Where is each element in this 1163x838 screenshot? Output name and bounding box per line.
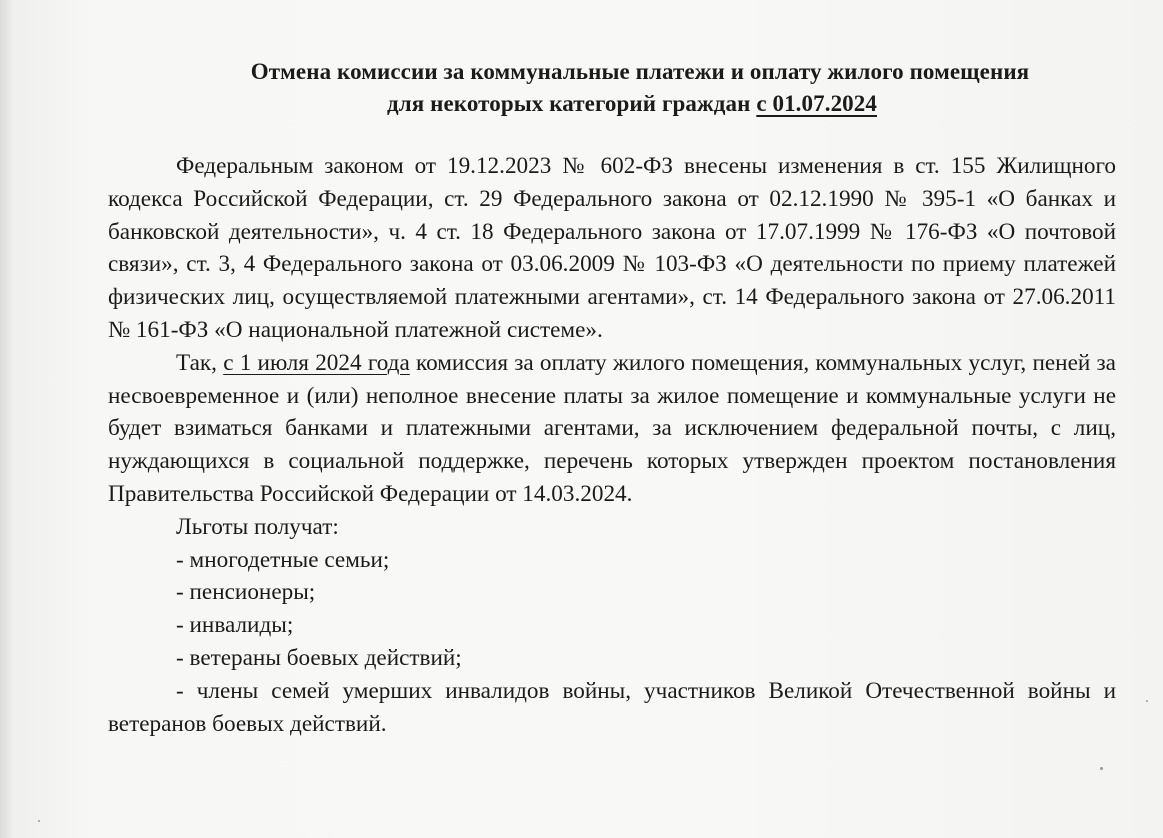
- benefits-heading: Льготы получат:: [176, 513, 339, 540]
- paragraph-legal-basis: Федеральным законом от 19.12.2023 № 602-ФЗ внесены изменения в ст. 155 Жилищного кодекса Российской Федерации, ст. 29 Федерального закона от 02.12.1990 № 395-1 «О банках и банковской деятельности», ч. 4 ст. 18 Федерального закона от 17.07.1999 № 176-ФЗ «О почтовой связи», ст. 3, 4 Федерального закона от 03.06.2009 № 103-ФЗ «О деятельности по приему платежей физических лиц, осуществляемой платежными агентами», ст. 14 Федерального закона от 27.06.2011 № 161-ФЗ «О национальной платежной системе».: [108, 153, 1116, 343]
- paper-speck: [1100, 767, 1103, 770]
- benefit-item: - инвалиды;: [176, 612, 294, 639]
- paper-speck: [1146, 700, 1148, 702]
- document-title-line-1: Отмена комиссии за коммунальные платежи и оплату жилого помещения: [250, 59, 1030, 84]
- page-edge-shadow: [0, 0, 14, 838]
- document-body: [108, 150, 1116, 740]
- paragraph-2-date: с 1 июля 2024 года: [223, 349, 410, 376]
- benefit-item: - ветераны боевых действий;: [176, 644, 462, 671]
- benefit-item: - пенсионеры;: [176, 579, 316, 606]
- paragraph-2-prefix: Так,: [176, 349, 224, 376]
- paragraph-commission-cancellation: [108, 347, 1116, 511]
- benefit-item: - члены семей умерших инвалидов войны, участников Великой Отечественной войны и ветеранов боевых действий.: [108, 677, 1116, 737]
- benefit-item: - многодетные семьи;: [176, 546, 390, 573]
- document-title-line-2: [92, 86, 1163, 122]
- paragraph-2-text: комиссия за оплату жилого помещения, коммунальных услуг, пеней за несвоевременное и (или) неполное внесение платы за жилое помещение и коммунальные услуги не будет взиматься банками и платежными агентами, за исключением федеральной почты, с лиц, нуждающихся в социальной поддержке, перечень которых утвержден проектом постановления Правительства Российской Федерации от 14.03.2024.: [108, 349, 1116, 507]
- title-effective-date: с 01.07.2024: [756, 91, 877, 116]
- title-line-2-text: для некоторых категорий граждан: [387, 91, 757, 116]
- paper-speck: [38, 820, 40, 822]
